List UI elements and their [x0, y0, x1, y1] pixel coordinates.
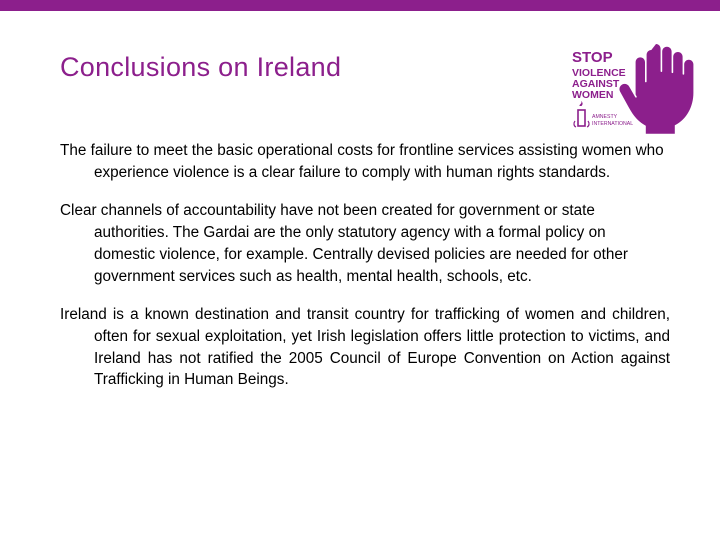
stop-violence-against-women-logo — [570, 26, 698, 138]
logo-line-violence: VIOLENCE — [572, 67, 626, 79]
logo-line-women: WOMEN — [572, 89, 614, 101]
paragraph-1: The failure to meet the basic operational costs for frontline services assisting women who experience violence is a clear failure to comply with human rights standards. — [60, 142, 664, 181]
logo-org-international: INTERNATIONAL — [592, 121, 634, 127]
logo-line-stop: STOP — [572, 49, 613, 66]
slide-body — [60, 140, 670, 391]
logo-org-amnesty: AMNESTY — [592, 114, 618, 120]
page-title: Conclusions on Ireland — [60, 52, 342, 82]
top-accent-rule — [0, 0, 720, 11]
paragraph-2: Clear channels of accountability have not been created for government or state authorities. The Gardai are the only statutory agency with a formal policy on domestic violence, for example. Centrally devised policies are needed for other government services such as health, mental health, schools, etc. — [60, 202, 628, 285]
paragraph-3: Ireland is a known destination and transit country for trafficking of women and children, often for sexual exploitation, yet Irish legislation offers little protection to victims, and Ireland has not ratified the 2005 Council of Europe Convention on Action against Trafficking in Human Beings. — [60, 306, 670, 389]
logo-line-against: AGAINST — [572, 78, 620, 90]
amnesty-candle-icon — [574, 101, 589, 127]
